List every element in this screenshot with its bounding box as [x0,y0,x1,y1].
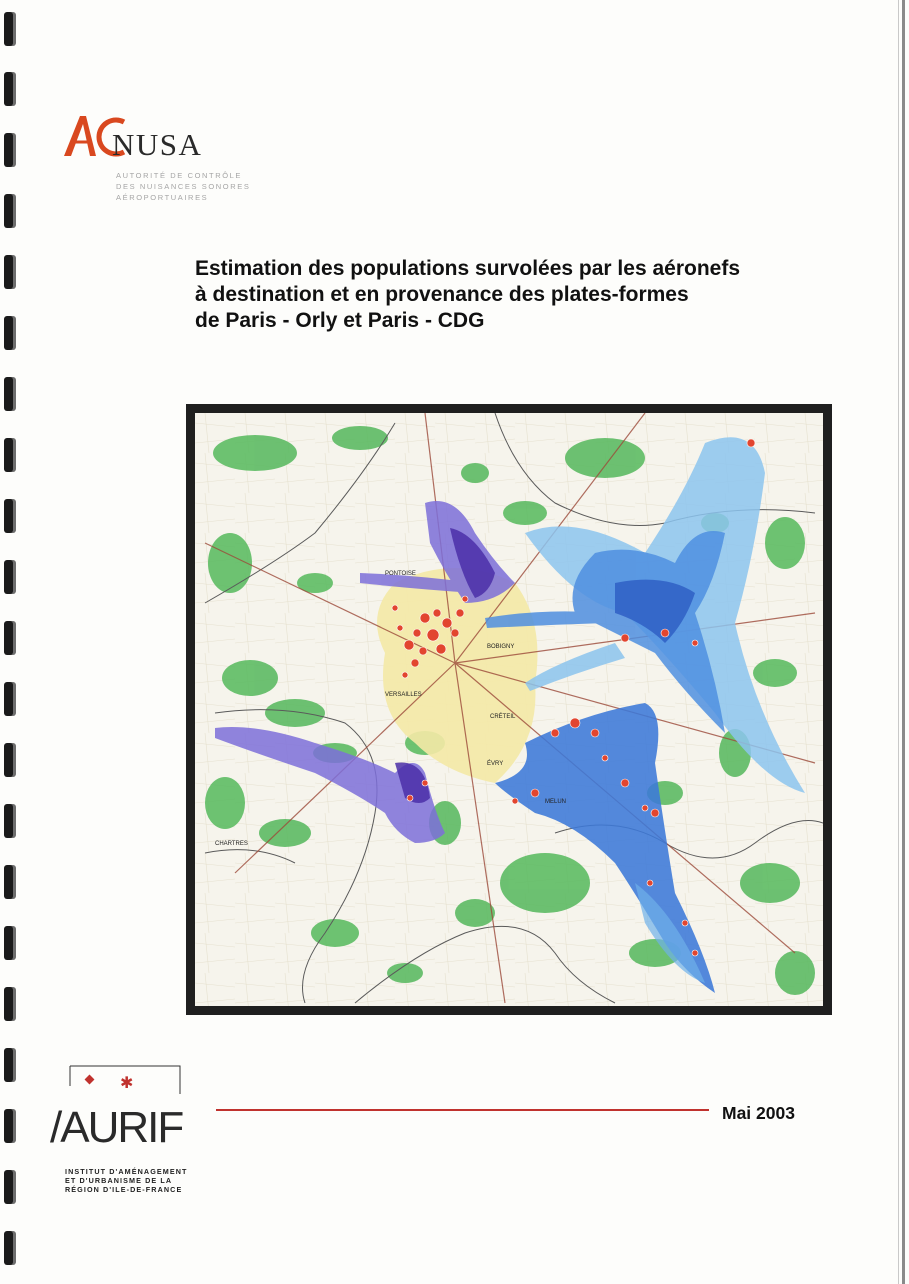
binding-ring [4,12,13,46]
binding-ring [4,1170,13,1204]
spiral-binding [0,0,22,1284]
binding-ring [4,72,13,106]
place-label: BOBIGNY [487,644,515,650]
svg-text:✱: ✱ [120,1075,134,1092]
place-label: ÉVRY [487,761,504,767]
binding-ring [4,438,13,472]
binding-ring [4,194,13,228]
place-label: VERSAILLES [385,692,422,698]
binding-ring [4,560,13,594]
title-line: Estimation des populations survolées par les aéronefs [195,257,740,280]
page-edge [898,0,899,1284]
binding-ring [4,682,13,716]
document-title [195,256,855,334]
binding-ring [4,1048,13,1082]
binding-ring [4,743,13,777]
acnusa-tagline: AUTORITÉ DE CONTRÔLE DES NUISANCES SONORES AÉROPORTUAIRES [116,171,251,202]
binding-ring [4,865,13,899]
date-rule [216,1109,709,1111]
iaurif-logo [50,1064,215,1214]
place-label: CHARTRES [215,841,248,847]
binding-ring [4,255,13,289]
binding-ring [4,1109,13,1143]
iaurif-logo-mark [50,1064,215,1164]
acnusa-logo [62,112,282,207]
map-canvas [195,413,823,1006]
place-label: CRÉTEIL [490,714,516,720]
overflight-map [186,404,832,1015]
binding-ring [4,316,13,350]
place-label: MELUN [545,799,567,805]
place-label: PONTOISE [385,571,416,577]
binding-ring [4,1231,13,1265]
iaurif-caption: INSTITUT D'AMÉNAGEMENT ET D'URBANISME DE LA RÉGION D'ILE-DE-FRANCE [65,1167,188,1194]
title-line: à destination et en provenance des plates-formes [195,283,689,306]
binding-ring [4,377,13,411]
binding-ring [4,621,13,655]
acnusa-logo-mark [62,112,282,168]
publication-date: Mai 2003 [722,1103,795,1123]
binding-ring [4,926,13,960]
svg-text:NUSA: NUSA [112,127,203,162]
svg-text:/AURIF: /AURIF [50,1103,183,1152]
binding-ring [4,133,13,167]
binding-ring [4,987,13,1021]
title-line: de Paris - Orly et Paris - CDG [195,309,485,332]
binding-ring [4,499,13,533]
page-edge [902,0,905,1284]
binding-ring [4,804,13,838]
